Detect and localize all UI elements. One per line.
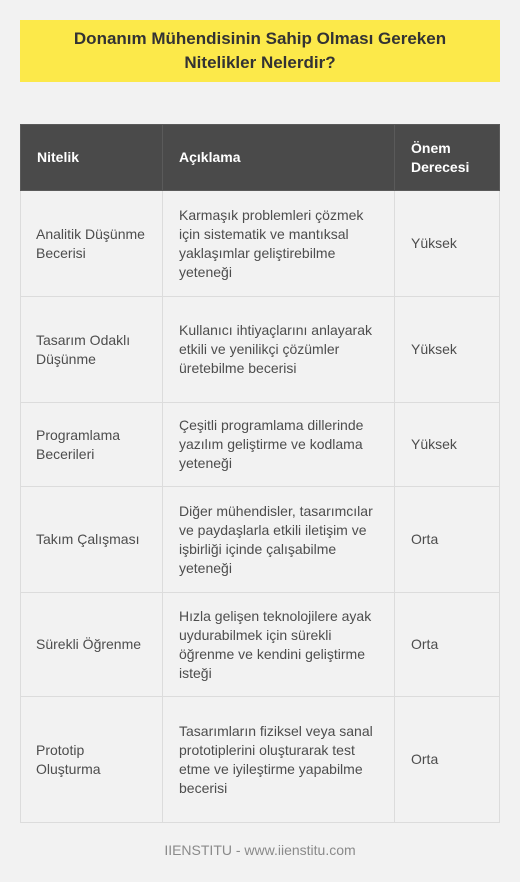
header-onem-derecesi: Önem Derecesi: [395, 125, 500, 191]
cell-nitelik: Sürekli Öğrenme: [21, 593, 163, 697]
cell-aciklama: Çeşitli programlama dillerinde yazılım geliştirme ve kodlama yeteneği: [163, 403, 395, 487]
table-row: [21, 403, 500, 487]
cell-onem: Orta: [395, 487, 500, 593]
cell-onem: Yüksek: [395, 403, 500, 487]
cell-aciklama: Diğer mühendisler, tasarımcılar ve paydaşlarla etkili iletişim ve işbirliği içinde çalışabilme yeteneği: [163, 487, 395, 593]
cell-nitelik: Programlama Becerileri: [21, 403, 163, 487]
page-title: Donanım Mühendisinin Sahip Olması Gereken Nitelikler Nelerdir?: [73, 29, 447, 72]
cell-nitelik: Tasarım Odaklı Düşünme: [21, 297, 163, 403]
table-row: [21, 297, 500, 403]
cell-onem: Yüksek: [395, 297, 500, 403]
cell-aciklama: Kullanıcı ihtiyaçlarını anlayarak etkili ve yenilikçi çözümler üretebilme becerisi: [163, 297, 395, 403]
cell-onem: Orta: [395, 697, 500, 823]
cell-nitelik: Prototip Oluşturma: [21, 697, 163, 823]
table-row: [21, 191, 500, 297]
cell-aciklama: Hızla gelişen teknolojilere ayak uydurabilmek için sürekli öğrenme ve kendini geliştirme isteği: [163, 593, 395, 697]
footer-credit: IIENSTITU - www.iienstitu.com: [164, 842, 356, 858]
cell-onem: Orta: [395, 593, 500, 697]
header-aciklama: Açıklama: [163, 125, 395, 191]
table-header-row: [21, 125, 500, 191]
cell-nitelik: Analitik Düşünme Becerisi: [21, 191, 163, 297]
header-nitelik: Nitelik: [21, 125, 163, 191]
cell-onem: Yüksek: [395, 191, 500, 297]
cell-aciklama: Karmaşık problemleri çözmek için sistematik ve mantıksal yaklaşımlar geliştirebilme yeteneği: [163, 191, 395, 297]
table-row: [21, 593, 500, 697]
table-row: [21, 487, 500, 593]
cell-aciklama: Tasarımların fiziksel veya sanal prototiplerini oluşturarak test etme ve iyileştirme yapabilme becerisi: [163, 697, 395, 823]
title-banner: [20, 20, 500, 82]
table-row: [21, 697, 500, 823]
qualifications-table: [20, 124, 500, 823]
cell-nitelik: Takım Çalışması: [21, 487, 163, 593]
